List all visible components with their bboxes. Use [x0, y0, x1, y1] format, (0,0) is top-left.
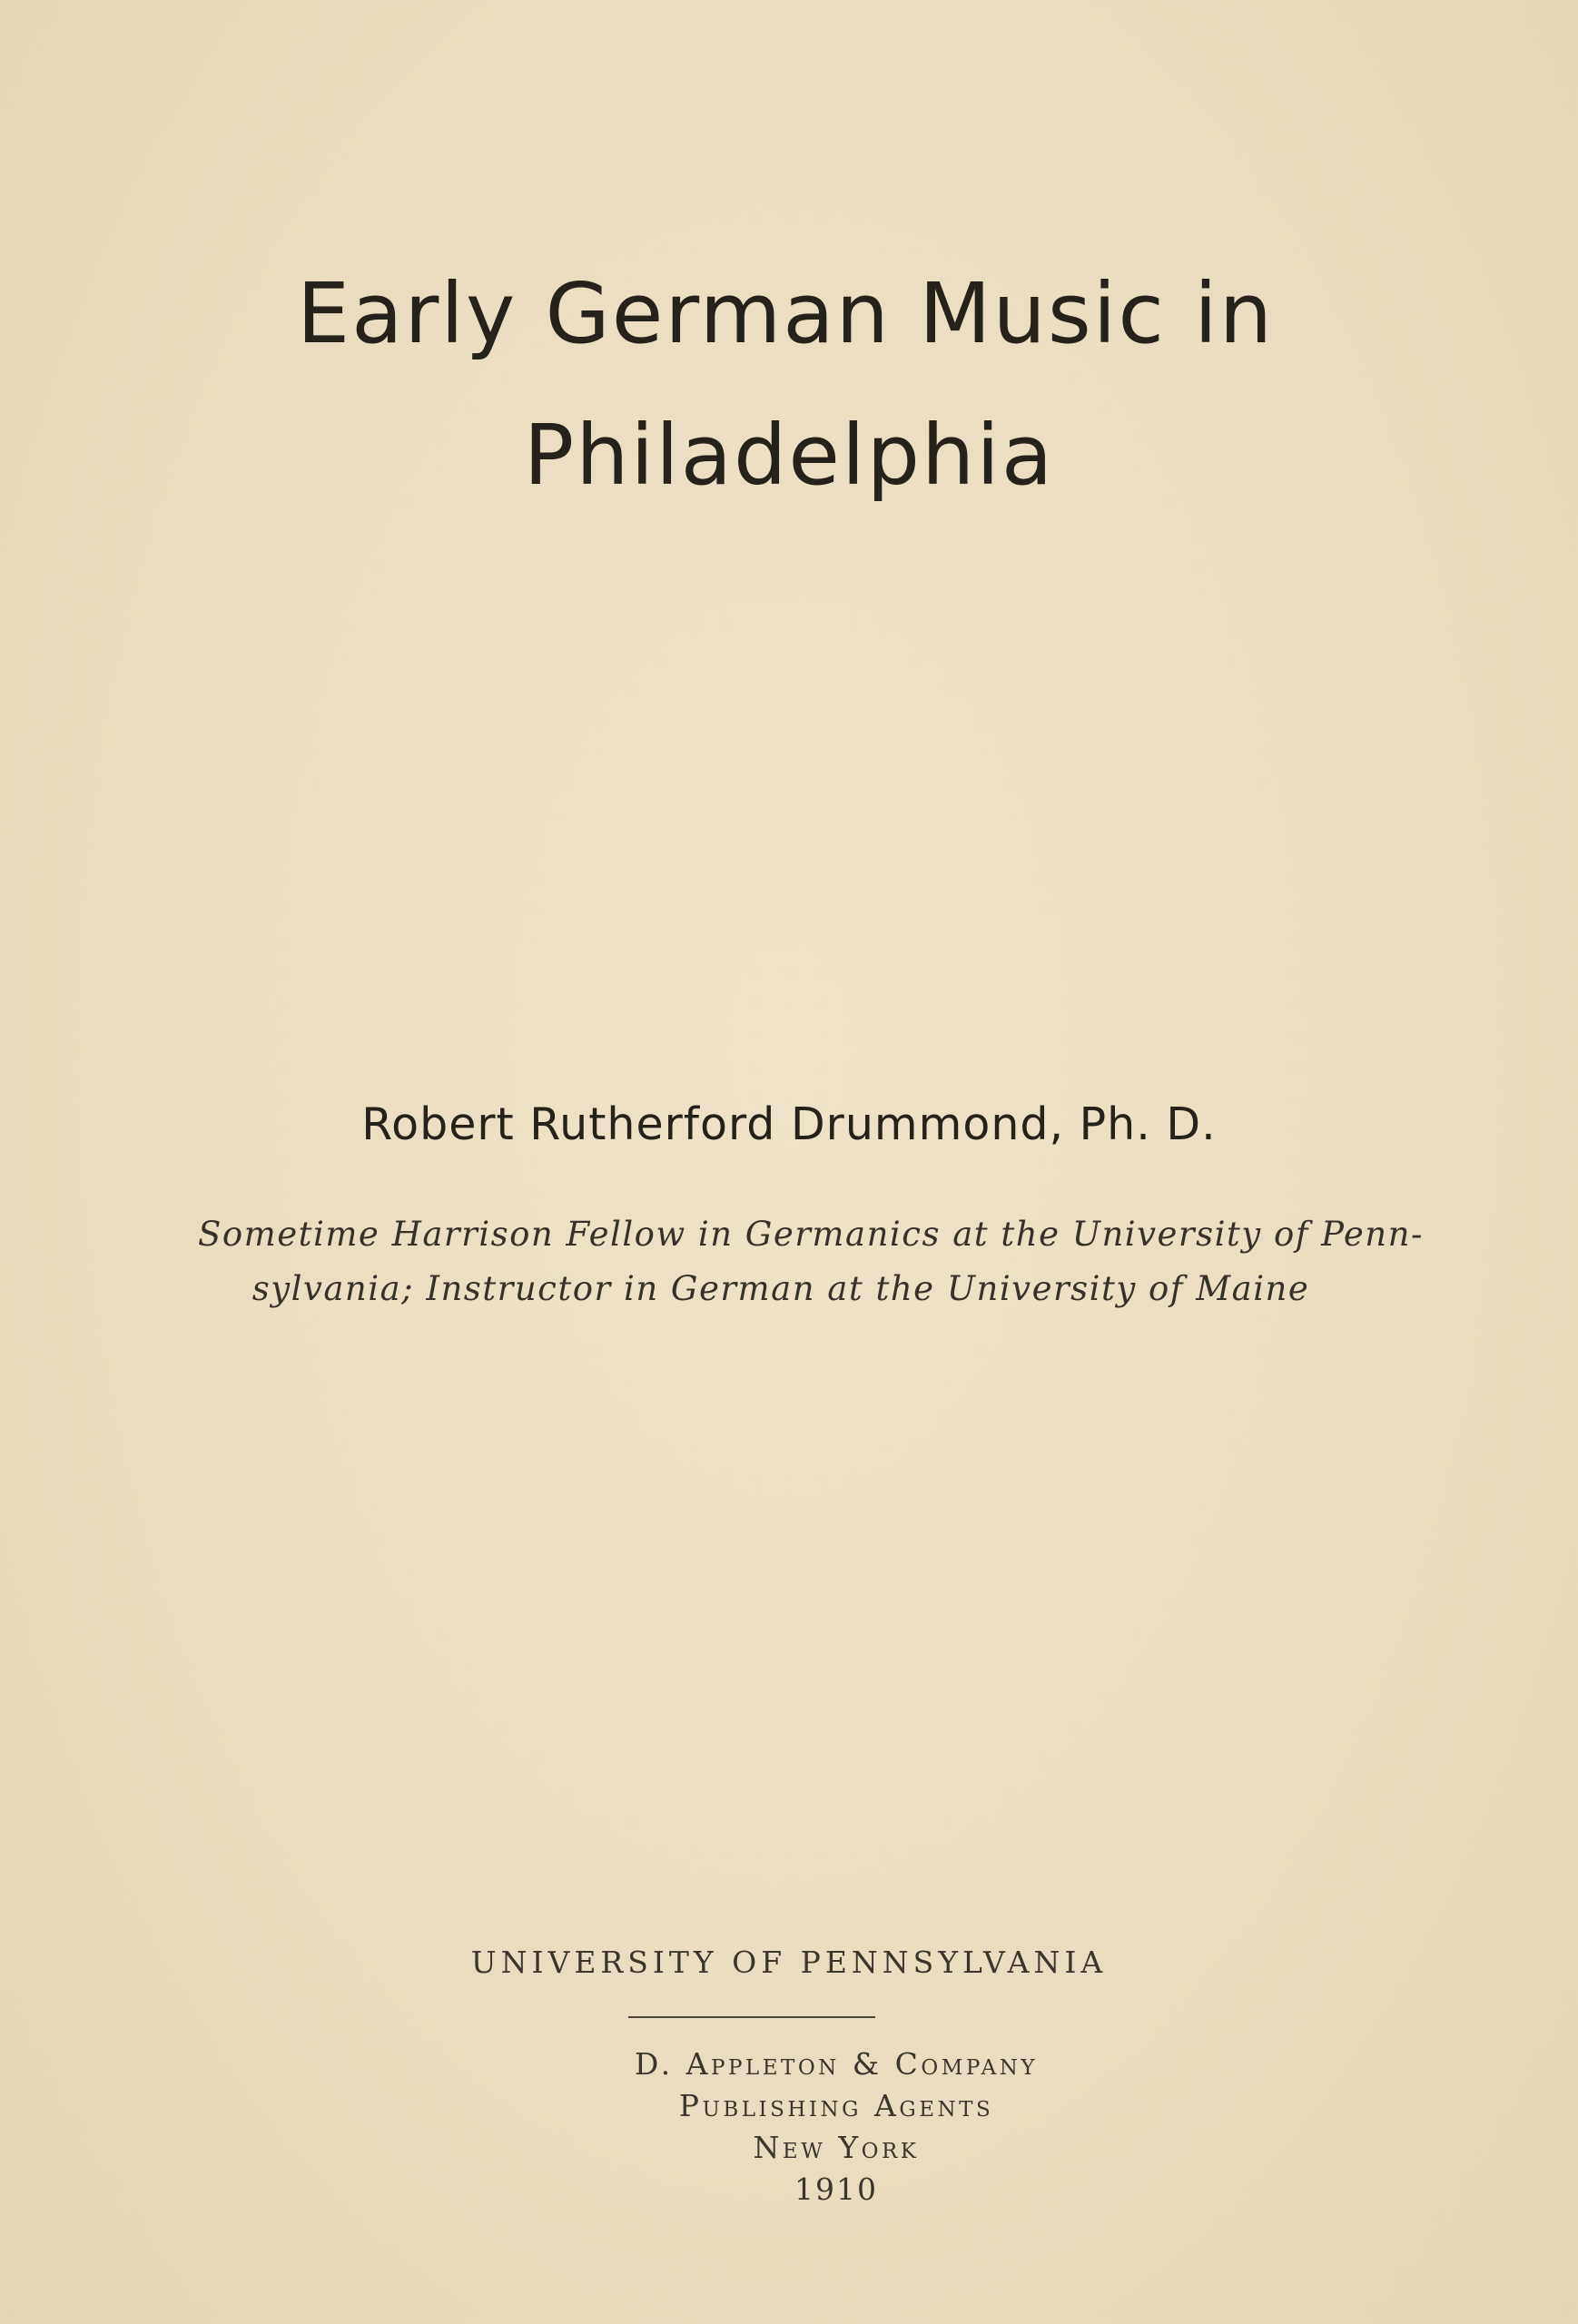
- publisher-city: New York: [753, 2130, 920, 2165]
- publication-year: 1910: [794, 2171, 878, 2207]
- divider-rule: [628, 2016, 875, 2018]
- author-affiliation-line-2: sylvania; Instructor in German at the University of Maine: [251, 1269, 1310, 1308]
- book-title-line-2: Philadelphia: [523, 407, 1055, 504]
- institution-name: UNIVERSITY OF PENNSYLVANIA: [470, 1945, 1108, 1980]
- author-name: Robert Rutherford Drummond, Ph. D.: [361, 1098, 1217, 1150]
- publisher-company: D. Appleton & Company: [634, 2046, 1039, 2082]
- author-affiliation-line-1: Sometime Harrison Fellow in Germanics at the University of Penn-: [198, 1215, 1424, 1254]
- book-title-line-1: Early German Music in: [296, 265, 1275, 362]
- publisher-role: Publishing Agents: [678, 2088, 994, 2123]
